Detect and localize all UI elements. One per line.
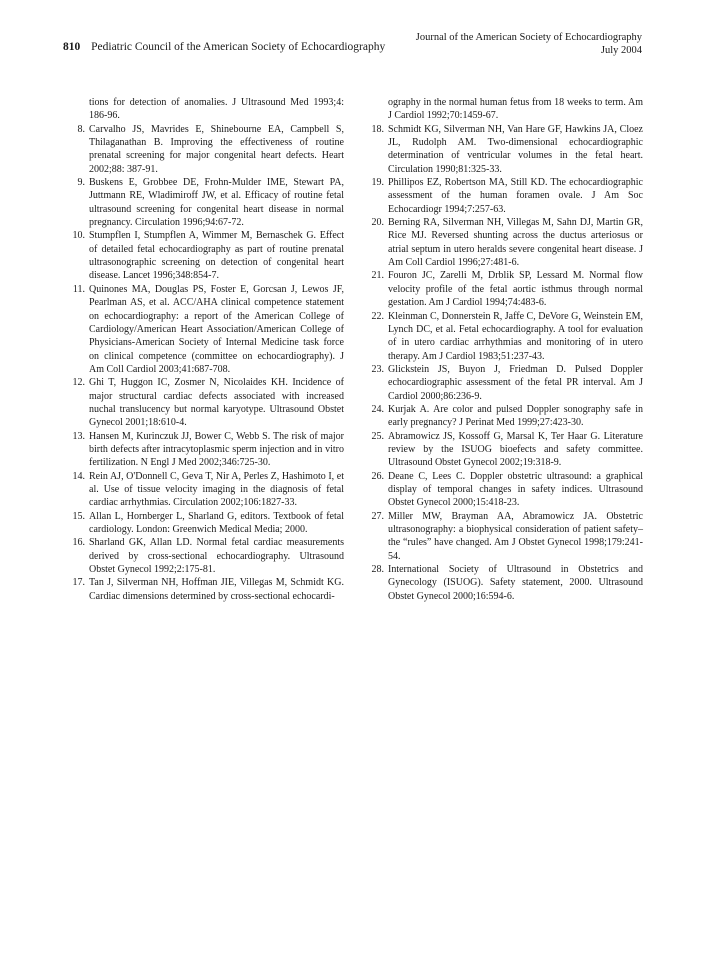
references-left-column xyxy=(66,96,344,603)
reference-entry xyxy=(365,403,643,430)
reference-entry xyxy=(365,563,643,603)
reference-entry xyxy=(365,470,643,510)
reference-text: ography in the normal human fetus from 18 weeks to term. Am J Cardiol 1992;70:1459-67. xyxy=(388,97,643,122)
reference-text: Deane C, Lees C. Doppler obstetric ultrasound: a graphical display of temporal changes in safety indices. Ultrasound Obstet Gynecol 2000;15:418-23. xyxy=(388,470,643,509)
reference-number: 27. xyxy=(371,510,384,522)
reference-text: Tan J, Silverman NH, Hoffman JIE, Villegas M, Schmidt KG. Cardiac dimensions determined by cross-sectional echocardi- xyxy=(89,577,344,602)
reference-number: 13. xyxy=(72,430,85,442)
page-number: 810 xyxy=(63,41,81,53)
reference-number: 8. xyxy=(77,123,85,135)
reference-text: Stumpflen I, Stumpflen A, Wimmer M, Bernaschek G. Effect of detailed fetal echocardiography as part of routine prenatal ultrasonographic screening on detection of congenital heart disease. Lancet 1996;348:854-7. xyxy=(89,230,344,282)
reference-text: Berning RA, Silverman NH, Villegas M, Sahn DJ, Martin GR, Rice MJ. Reversed shunting across the ductus arteriosus or atrial septum in utero heralds severe congenital heart disease. J Am Coll Cardiol 1996;27:481-6. xyxy=(388,217,643,269)
reference-text: Abramowicz JS, Kossoff G, Marsal K, Ter Haar G. Literature review by the ISUOG bioefects and safety committee. Ultrasound Obstet Gynecol 2002;19:318-9. xyxy=(388,430,643,469)
reference-entry xyxy=(365,430,643,470)
reference-number: 11. xyxy=(72,283,85,295)
reference-number: 19. xyxy=(371,177,384,189)
reference-number: 26. xyxy=(371,470,384,482)
reference-text: Schmidt KG, Silverman NH, Van Hare GF, Hawkins JA, Cloez JL, Rudolph AM. Two-dimensional echocardiographic determination of ventricular volumes in the fetal heart. Circulation 1990;81:325-33. xyxy=(388,123,643,175)
reference-text: Buskens E, Grobbee DE, Frohn-Mulder IME, Stewart PA, Juttmann RE, Wladimiroff JW, et al. Efficacy of routine fetal ultrasound screening for congenital heart disease in normal pregnancy. Circulation 1996;94:67-72. xyxy=(89,177,344,229)
reference-number: 16. xyxy=(72,537,85,549)
reference-number: 17. xyxy=(72,577,85,589)
reference-number: 20. xyxy=(371,217,384,229)
reference-text: Sharland GK, Allan LD. Normal fetal cardiac measurements derived by cross-sectional echocardiography. Ultrasound Obstet Gynecol 1992;2:175-81. xyxy=(89,537,344,576)
reference-entry xyxy=(66,430,344,470)
reference-entry xyxy=(365,269,643,309)
reference-entry xyxy=(66,470,344,510)
reference-entry xyxy=(66,229,344,282)
reference-entry xyxy=(66,536,344,576)
reference-number: 14. xyxy=(72,470,85,482)
reference-entry xyxy=(365,216,643,269)
reference-text: Allan L, Hornberger L, Sharland G, editors. Textbook of fetal cardiology. London: Greenwich Medical Media; 2000. xyxy=(89,510,344,535)
reference-number: 23. xyxy=(371,363,384,375)
reference-entry xyxy=(66,283,344,376)
reference-entry xyxy=(66,96,344,123)
reference-entry xyxy=(365,96,643,123)
reference-text: Phillipos EZ, Robertson MA, Still KD. The echocardiographic assessment of the human foramen ovale. J Am Soc Echocardiogr 1994;7:257-63. xyxy=(388,177,643,215)
reference-text: International Society of Ultrasound in Obstetrics and Gynecology (ISUOG). Safety statement, 2000. Ultrasound Obstet Gynecol 2000;16:594-6. xyxy=(388,564,643,602)
reference-text: tions for detection of anomalies. J Ultrasound Med 1993;4: 186-96. xyxy=(89,97,344,122)
reference-number: 10. xyxy=(72,230,85,242)
reference-text: Rein AJ, O'Donnell C, Geva T, Nir A, Perles Z, Hashimoto I, et al. Use of tissue velocity imaging in the diagnosis of fetal cardiac arrhythmias. Circulation 2002;106:1827-33. xyxy=(89,470,344,509)
journal-header xyxy=(416,31,642,57)
reference-text: Hansen M, Kurinczuk JJ, Bower C, Webb S. The risk of major birth defects after intracytoplasmic sperm injection and in vitro fertilization. N Engl J Med 2002;346:725-30. xyxy=(89,430,344,469)
reference-entry xyxy=(365,510,643,563)
reference-entry xyxy=(66,176,344,229)
references-right-column xyxy=(365,96,643,603)
reference-entry xyxy=(66,376,344,429)
reference-text: Kurjak A. Are color and pulsed Doppler sonography safe in early pregnancy? J Perinat Med 1999;27:423-30. xyxy=(388,403,643,429)
page-header xyxy=(63,40,385,54)
reference-text: Glickstein JS, Buyon J, Friedman D. Pulsed Doppler echocardiographic assessment of the fetal PR interval. Am J Cardiol 2000;86:236-9. xyxy=(388,363,643,402)
reference-entry xyxy=(66,510,344,537)
reference-text: Kleinman C, Donnerstein R, Jaffe C, DeVore G, Weinstein EM, Lynch DC, et al. Fetal echocardiography. A tool for evaluation of in utero cardiac arrhythmias and monitoring of in utero therapy. Am J Cardiol 1983;51:237-43. xyxy=(388,310,643,362)
reference-number: 15. xyxy=(72,510,85,522)
reference-entry xyxy=(365,123,643,176)
reference-text: Carvalho JS, Mavrides E, Shinebourne EA, Campbell S, Thilaganathan B. Improving the effectiveness of routine prenatal screening for major congenital heart defects. Heart 2002;88: 387-91. xyxy=(89,123,344,175)
reference-number: 25. xyxy=(371,430,384,442)
reference-number: 21. xyxy=(371,270,384,282)
issue-date: July 2004 xyxy=(600,45,642,56)
reference-text: Miller MW, Brayman AA, Abramowicz JA. Obstetric ultrasonography: a biophysical consideration of patient safety–the “rules” have changed. Am J Obstet Gynecol 1998;179:241-54. xyxy=(388,510,643,562)
reference-text: Ghi T, Huggon IC, Zosmer N, Nicolaides KH. Incidence of major structural cardiac defects associated with increased nuchal translucency but normal karyotype. Ultrasound Obstet Gynecol 2001;18:610-4. xyxy=(89,377,344,429)
reference-text: Fouron JC, Zarelli M, Drblik SP, Lessard M. Normal flow velocity profile of the fetal aortic isthmus through normal gestation. Am J Cardiol 1994;74:483-6. xyxy=(388,270,643,309)
reference-number: 12. xyxy=(72,377,85,389)
reference-number: 22. xyxy=(371,310,384,322)
reference-number: 9. xyxy=(77,177,85,189)
running-title: Pediatric Council of the American Society of Echocardiography xyxy=(91,41,386,53)
reference-entry xyxy=(66,576,344,603)
reference-entry xyxy=(365,363,643,403)
reference-entry xyxy=(66,123,344,176)
reference-number: 28. xyxy=(371,564,384,576)
reference-entry xyxy=(365,310,643,363)
reference-entry xyxy=(365,176,643,216)
journal-title: Journal of the American Society of Echocardiography xyxy=(415,32,642,43)
reference-number: 18. xyxy=(371,123,384,135)
reference-number: 24. xyxy=(371,403,384,415)
reference-text: Quinones MA, Douglas PS, Foster E, Gorcsan J, Lewos JF, Pearlman AS, et al. ACC/AHA clinical competence statement on echocardiography: a report of the American College of Cardiology/American Heart Association/American College of Physicians-American Society of Internal Medicine task force on clinical competence (committee on echocardiography). J Am Coll Cardiol 2003;41:687-708. xyxy=(89,283,344,375)
